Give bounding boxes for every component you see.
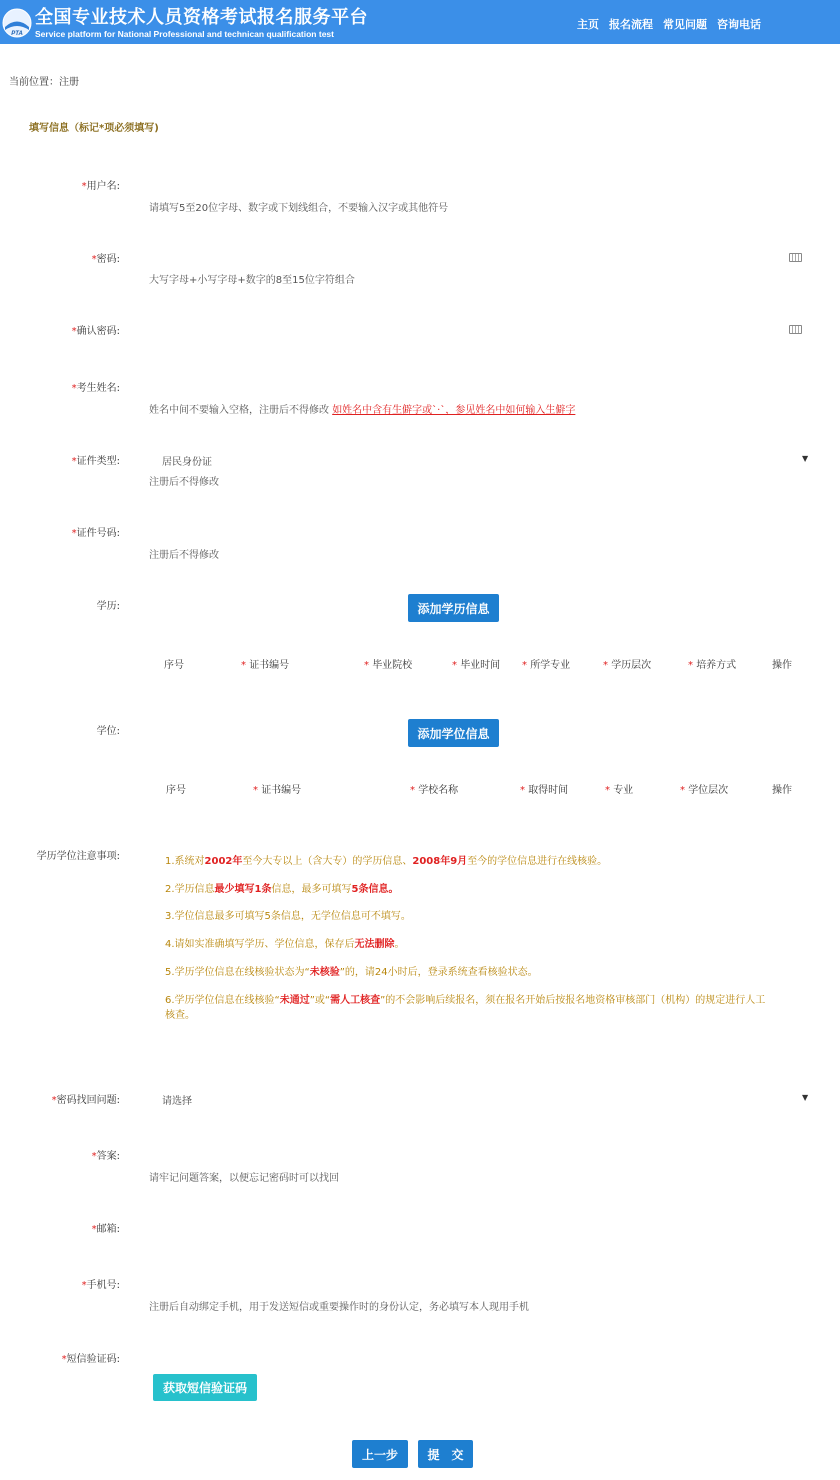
nav-faq[interactable]: 常见问题 [663,18,707,31]
nav-phone[interactable]: 咨询电话 [717,18,761,31]
edu-col-major: * 所学专业 [522,660,571,671]
id-number-label: *证件号码: [71,528,120,539]
id-type-hint: 注册后不得修改 [149,477,219,488]
email-input[interactable] [145,1217,810,1237]
breadcrumb: 当前位置：注册 [9,77,79,88]
question-label: *密码找回问题: [51,1095,120,1106]
add-degree-button[interactable]: 添加学位信息 [408,719,499,747]
confirm-password-label: *确认密码: [71,326,120,337]
phone-input[interactable] [145,1273,810,1293]
name-label: *考生姓名: [71,383,120,394]
nav-home[interactable]: 主页 [577,18,599,31]
id-type-label: *证件类型: [71,456,120,467]
chevron-down-icon[interactable]: ▼ [802,1093,809,1102]
top-nav [577,16,761,32]
deg-col-major: * 专业 [605,785,634,796]
notice-item-6: 6.学历学位信息在线核验“未通过”或“需人工核查”的不会影响后续报名，须在报名开始后按报名地资格审核部门（机构）的规定进行人工 [165,995,766,1006]
submit-button[interactable]: 提 交 [418,1440,473,1468]
notice-item-2: 2.学历信息最少填写1条信息，最多可填写5条信息。 [165,884,399,895]
previous-button[interactable]: 上一步 [352,1440,408,1468]
add-education-button[interactable]: 添加学历信息 [408,594,499,622]
notice-item-1: 1.系统对2002年至今大专以上（含大专）的学历信息、2008年9月至今的学位信息进行在线核验。 [165,856,608,867]
degree-label: 学位: [96,726,120,737]
answer-label: *答案: [91,1151,120,1162]
edu-col-school: * 毕业院校 [364,660,413,671]
site-title: 全国专业技术人员资格考试报名服务平台 [35,7,368,28]
edu-col-level: * 学历层次 [603,660,652,671]
phone-label: *手机号: [81,1280,120,1291]
site-subtitle: Service platform for National Professional and technican qualification test [35,29,334,39]
name-hint: 姓名中间不要输入空格，注册后不得修改 如姓名中含有生僻字或`·`，参见姓名中如何输入生僻字 [149,405,576,416]
id-number-hint: 注册后不得修改 [149,550,219,561]
deg-col-index: 序号 [166,785,186,796]
nav-process[interactable]: 报名流程 [609,18,653,31]
deg-col-cert: * 证书编号 [253,785,302,796]
phone-hint: 注册后自动绑定手机，用于发送短信或重要操作时的身份认定，务必填写本人现用手机 [149,1302,529,1313]
notice-item-6-cont: 核查。 [165,1010,195,1021]
edu-col-index: 序号 [164,660,184,671]
chevron-down-icon[interactable]: ▼ [802,454,809,463]
question-select[interactable]: 请选择 [162,1096,192,1107]
sms-label: *短信验证码: [61,1354,120,1365]
username-label: *用户名: [81,181,120,192]
deg-col-school: * 学校名称 [410,785,459,796]
notice-item-3: 3.学位信息最多可填写5条信息，无学位信息可不填写。 [165,911,411,922]
edu-col-date: * 毕业时间 [452,660,501,671]
confirm-password-input[interactable] [145,319,810,339]
username-input[interactable] [145,174,810,194]
section-title: 填写信息（标记*项必须填写) [29,123,159,134]
password-hint: 大写字母+小写字母+数字的8至15位字符组合 [149,275,355,286]
rare-char-help-link[interactable]: 如姓名中含有生僻字或`·`，参见姓名中如何输入生僻字 [332,405,576,416]
email-label: *邮箱: [91,1224,120,1235]
answer-input[interactable] [145,1144,810,1164]
header-bar [0,0,840,44]
pta-logo-icon [2,8,32,38]
keyboard-icon[interactable] [789,253,802,262]
deg-col-action: 操作 [772,785,792,796]
edu-col-action: 操作 [772,660,792,671]
deg-col-level: * 学位层次 [680,785,729,796]
name-input[interactable] [145,376,810,396]
edu-col-cert: * 证书编号 [241,660,290,671]
answer-hint: 请牢记问题答案，以便忘记密码时可以找回 [149,1173,339,1184]
username-hint: 请填写5至20位字母、数字或下划线组合，不要输入汉字或其他符号 [149,203,449,214]
education-label: 学历: [96,601,120,612]
password-label: *密码: [91,254,120,265]
svg-text:PTA: PTA [11,31,23,37]
edu-col-mode: * 培养方式 [688,660,737,671]
id-type-select[interactable]: 居民身份证 [162,457,212,468]
notice-item-4: 4.请如实准确填写学历、学位信息，保存后无法删除。 [165,939,405,950]
sms-code-input[interactable] [145,1347,810,1367]
get-sms-code-button[interactable]: 获取短信验证码 [153,1374,257,1401]
password-input[interactable] [145,247,810,267]
keyboard-icon[interactable] [789,325,802,334]
notice-item-5: 5.学历学位信息在线核验状态为“未核验”的，请24小时后，登录系统查看核验状态。 [165,967,538,978]
id-number-input[interactable] [145,521,810,541]
notes-label: 学历学位注意事项: [36,851,120,862]
deg-col-date: * 取得时间 [520,785,569,796]
